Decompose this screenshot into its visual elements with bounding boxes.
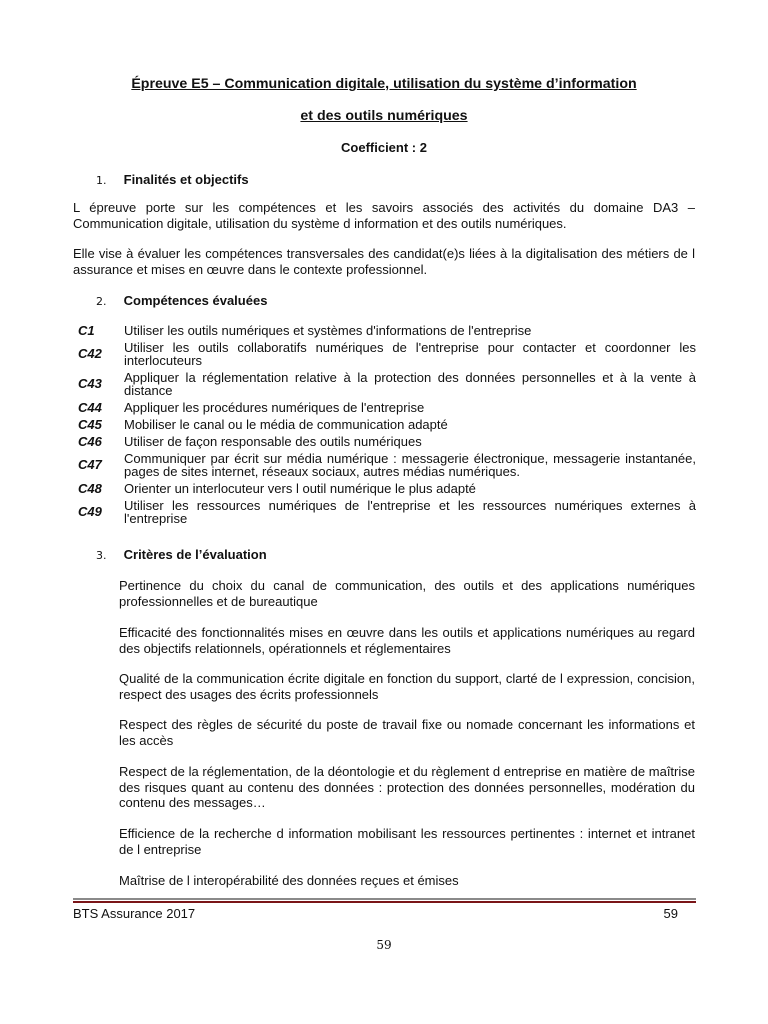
table-row	[78, 497, 696, 527]
page-title-line-1: Épreuve E5 – Communication digitale, utilisation du système d’information	[131, 76, 637, 92]
section-number: 1.	[96, 174, 107, 187]
footer-rule-red	[73, 901, 696, 903]
table-row	[78, 480, 696, 497]
competence-text: Orienter un interlocuteur vers l outil numérique le plus adapté	[124, 480, 476, 496]
table-row	[78, 450, 696, 480]
criterion: Efficience de la recherche d information mobilisant les ressources pertinentes : internet et intranet de l entreprise	[119, 826, 695, 857]
competence-text: Communiquer par écrit sur média numérique : messagerie électronique, messagerie instantanée, pages de sites internet, réseaux sociaux, autres médias numériques.	[124, 450, 696, 479]
competence-code: C44	[78, 399, 102, 415]
table-row	[78, 339, 696, 369]
criterion: Pertinence du choix du canal de communication, des outils et des applications numériques professionnelles et de bureautique	[119, 578, 695, 609]
footer-page-number: 59	[663, 906, 678, 921]
table-row	[78, 416, 696, 433]
competence-text: Utiliser les ressources numériques de l'entreprise et les ressources numériques externes à l'entreprise	[124, 497, 696, 526]
competence-code: C1	[78, 322, 95, 338]
competence-code: C48	[78, 480, 102, 496]
competence-code: C43	[78, 376, 102, 392]
footer-label: BTS Assurance 2017	[73, 906, 196, 921]
section-number: 3.	[96, 549, 107, 562]
competence-text: Utiliser les outils collaboratifs numériques de l'entreprise pour contacter et coordonner les interlocuteurs	[124, 339, 696, 368]
section-title: Finalités et objectifs	[123, 172, 249, 187]
competence-text: Utiliser les outils numériques et systèmes d'informations de l'entreprise	[124, 322, 532, 338]
section-heading-criteria	[96, 547, 267, 562]
page-title-line-2: et des outils numériques	[300, 108, 468, 124]
table-row	[78, 369, 696, 399]
table-row	[78, 433, 696, 450]
table-row	[78, 399, 696, 416]
page-number: 59	[376, 938, 392, 952]
competence-code: C46	[78, 433, 102, 449]
criterion: Qualité de la communication écrite digitale en fonction du support, clarté de l expression, concision, respect des usages des écrits professionnels	[119, 671, 695, 702]
competence-code: C49	[78, 504, 102, 520]
section-title: Critères de l’évaluation	[123, 547, 267, 562]
competence-code: C47	[78, 457, 102, 473]
competence-text: Appliquer les procédures numériques de l'entreprise	[124, 399, 425, 415]
section-heading-competences	[96, 293, 267, 308]
competence-text: Utiliser de façon responsable des outils numériques	[124, 433, 422, 449]
table-row	[78, 322, 696, 339]
competence-code: C42	[78, 346, 102, 362]
objectives-paragraph-2: Elle vise à évaluer les compétences transversales des candidat(e)s liées à la digitalisation des métiers de l assurance et mises en œuvre dans le contexte professionnel.	[73, 246, 695, 277]
competences-table	[78, 322, 696, 527]
section-number: 2.	[96, 295, 107, 308]
objectives-paragraph-1: L épreuve porte sur les compétences et les savoirs associés des activités du domaine DA3 – Communication digitale, utilisation du système d information et des outils numériques.	[73, 200, 695, 231]
section-title: Compétences évaluées	[123, 293, 268, 308]
criterion: Respect des règles de sécurité du poste de travail fixe ou nomade concernant les informations et les accès	[119, 717, 695, 748]
footer-rule-grey	[73, 898, 696, 900]
competence-text: Mobiliser le canal ou le média de communication adapté	[124, 416, 448, 432]
section-heading-objectives	[96, 172, 249, 187]
criterion: Efficacité des fonctionnalités mises en œuvre dans les outils et applications numériques au regard des objectifs relationnels, opérationnels et réglementaires	[119, 625, 695, 656]
criterion: Respect de la réglementation, de la déontologie et du règlement d entreprise en matière de maîtrise des risques quant au contenu des données : protection des données personnelles, modération du contenu des messages…	[119, 764, 695, 810]
competence-code: C45	[78, 416, 102, 432]
competence-text: Appliquer la réglementation relative à la protection des données personnelles et à la vente à distance	[124, 369, 696, 398]
coefficient: Coefficient : 2	[341, 140, 427, 155]
criterion: Maîtrise de l interopérabilité des données reçues et émises	[119, 873, 459, 888]
